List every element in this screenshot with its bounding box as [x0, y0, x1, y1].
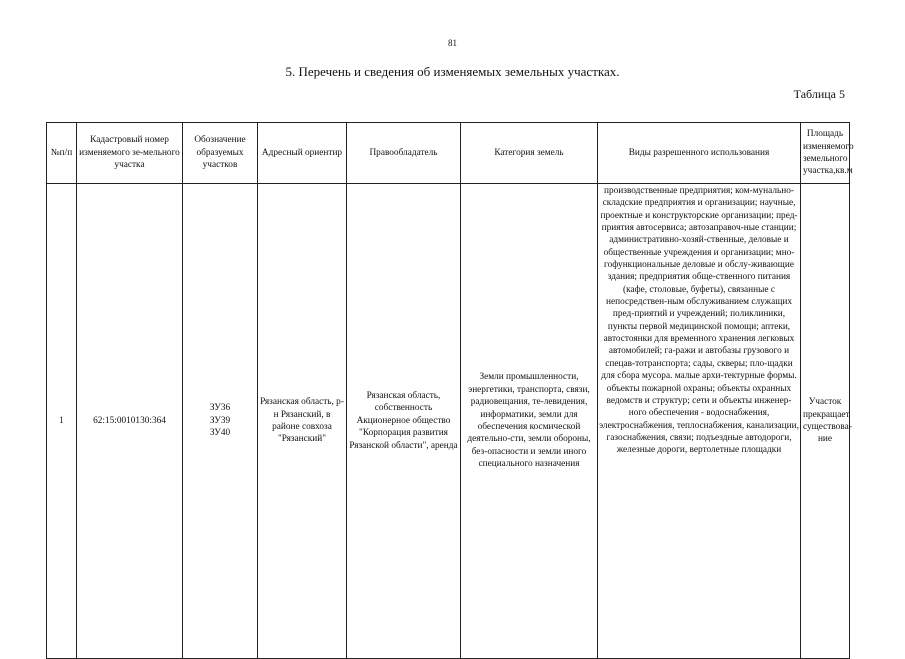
header-area: Площадь изменяемого земельного участка,кв.м: [801, 123, 850, 184]
cell-permitted-uses: производственные предприятия; ком-мунально-складские предприятия и организации; научные, проектные и конструкторские организации; пред-приятия автосервиса; автозаправоч-ные станции; административно-хозяй-ственные, деловые и общественные учреждения и организации; мно-гофункциональные деловые и обслу-живающие здания; предприятия обще-ственного питания (кафе, столовые, буфеты), связанные с непосредствен-ным обслуживанием служащих пред-приятий и учреждений; поликлиники, пункты первой медицинской помощи; аптеки, автостоянки для временного хранения легковых автомобилей; га-ражи и автобазы грузового и спецав-тотранспорта; сады, скверы; пло-щадки для сбора мусора. малые архи-тектурные формы. объекты пожарной охраны; объекты охранных ведомств и структур; сети и объекты инженер-ного обеспечения - водоснабжения, электроснабжения, теплоснабжения, канализации, газоснабжения, связи; подъездные автодороги, железные дороги, вертолетные площадки: [598, 184, 801, 659]
cell-num: 1: [47, 184, 77, 659]
header-designation: Обозначение образуемых участков: [183, 123, 258, 184]
table-row: [47, 184, 850, 659]
cell-area: Участок прекращает существова-ние: [801, 184, 850, 659]
cell-address: Рязанская область, р-н Рязанский, в районе совхоза "Рязанский": [258, 184, 347, 659]
table-caption: Таблица 5: [793, 87, 845, 101]
header-num: №п/п: [47, 123, 77, 184]
page-number: 81: [448, 38, 457, 48]
cell-land-category: Земли промышленности, энергетики, транспорта, связи, радиовещания, те-левидения, информатики, земли для обеспечения космической деятельно-сти, земли обороны, без-опасности и земли иного специального назначения: [461, 184, 598, 659]
section-title: 5. Перечень и сведения об изменяемых земельных участках.: [285, 64, 620, 79]
header-permitted-uses: Виды разрешенного использования: [598, 123, 801, 184]
designation-item: ЗУ36: [209, 403, 231, 414]
header-cadastral-number: Кадастровый номер изменяемого зе-мельного участка: [77, 123, 183, 184]
land-plots-table: [46, 122, 854, 659]
cell-designations: [183, 184, 258, 659]
designation-item: ЗУ39: [209, 415, 231, 426]
cell-owner: Рязанская область, собственность Акционерное общество "Корпорация развития Рязанской области", аренда: [347, 184, 461, 659]
table-header-row: [47, 123, 850, 184]
header-land-category: Категория земель: [461, 123, 598, 184]
designation-item: ЗУ40: [209, 428, 231, 439]
cell-cadastral-number: 62:15:0010130:364: [77, 184, 183, 659]
header-address: Адресный ориентир: [258, 123, 347, 184]
header-owner: Правообладатель: [347, 123, 461, 184]
